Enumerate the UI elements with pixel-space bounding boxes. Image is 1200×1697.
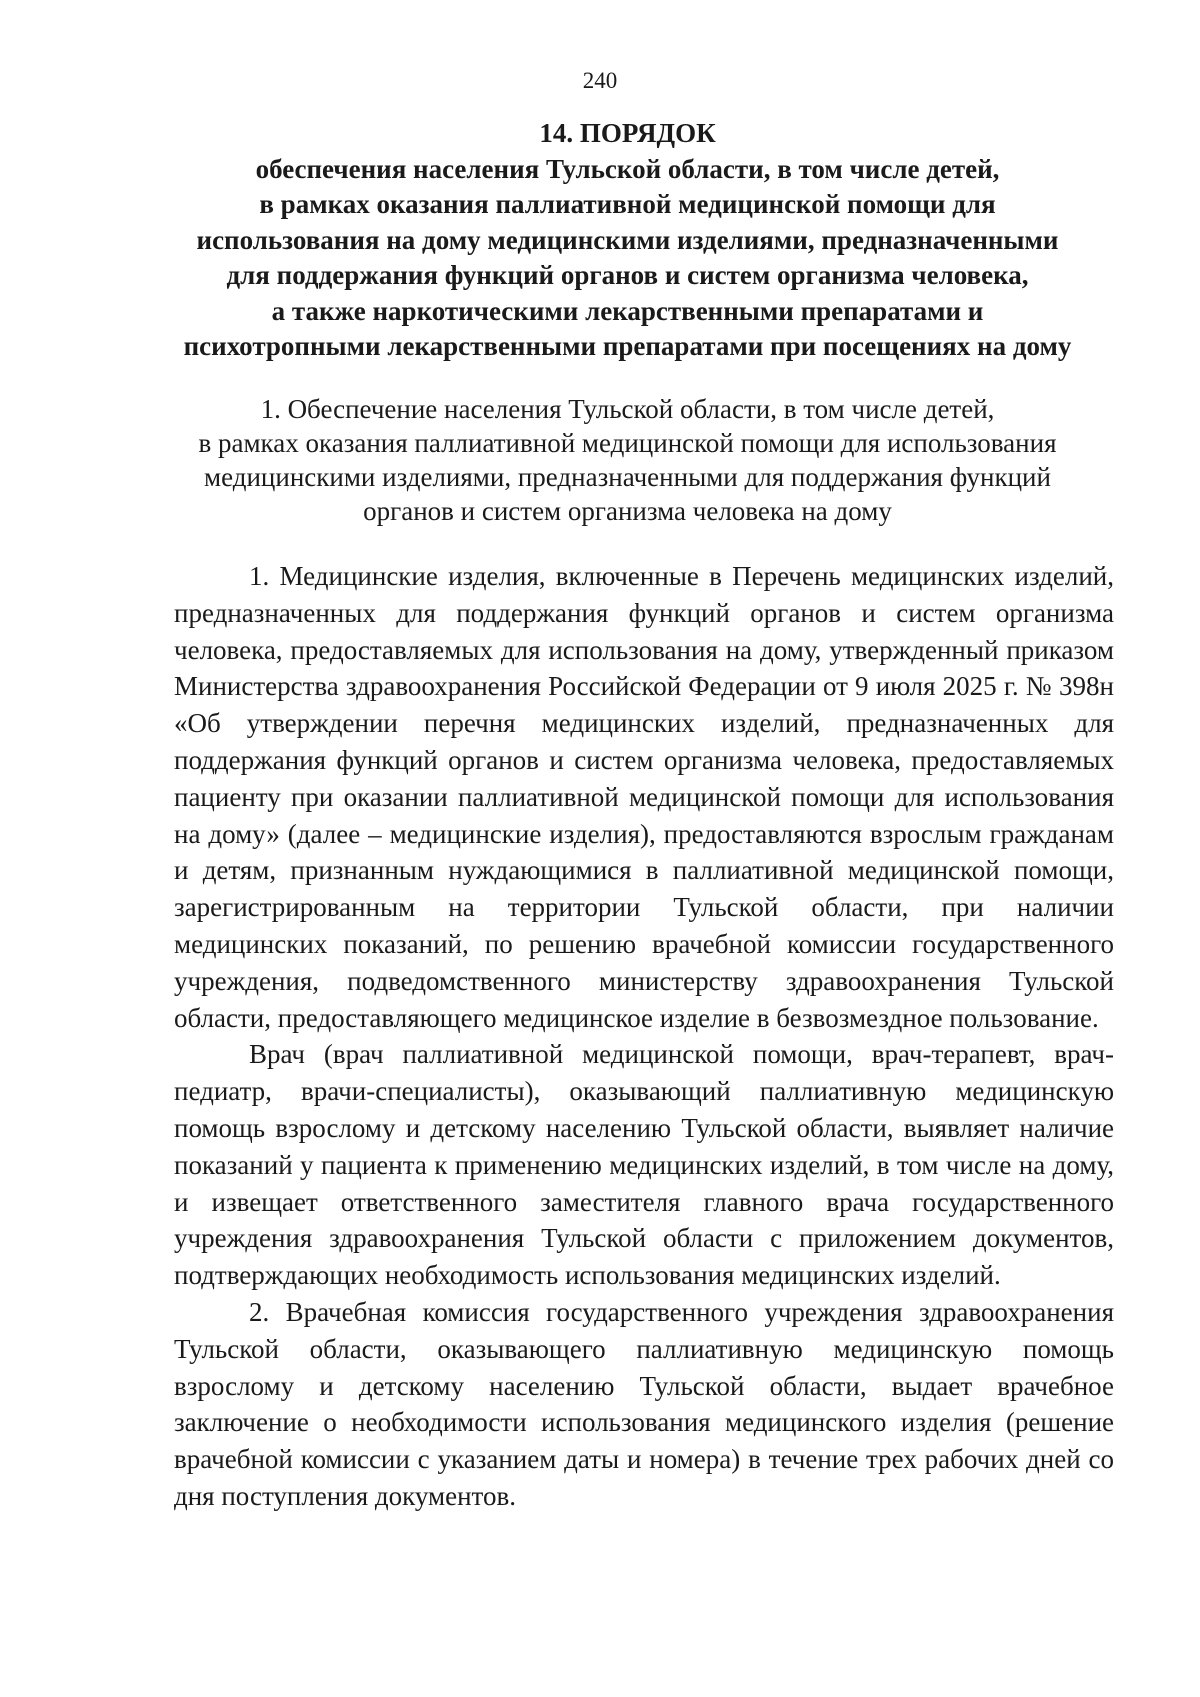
document-title	[150, 116, 1105, 365]
title-line: для поддержания функций органов и систем организма человека,	[226, 260, 1029, 290]
title-line: а также наркотическими лекарственными препаратами и	[271, 295, 984, 326]
section-heading-line: 1. Обеспечение населения Тульской области, в том числе детей,	[260, 394, 995, 424]
paragraph: 2. Врачебная комиссия государственного учреждения здравоохранения Тульской области, оказывающего паллиативную медицинскую помощь взрослому и детскому населению Тульской области, выдает врачебное заключение о необходимости использования медицинского изделия (решение врачебной комиссии с указанием даты и номера) в течение трех рабочих дней со дня поступления документов.	[174, 1296, 1114, 1511]
title-line: психотропными лекарственными препаратами при посещениях на дому	[183, 331, 1072, 361]
section-heading-line: в рамках оказания паллиативной медицинской помощи для использования	[198, 428, 1057, 458]
section-heading	[150, 392, 1105, 528]
title-main: 14. ПОРЯДОК	[539, 118, 716, 148]
paragraph: Врач (врач паллиативной медицинской помощи, врач-терапевт, врач-педиатр, врачи-специалисты), оказывающий паллиативную медицинскую помощь взрослому и детскому населению Тульской области, выявляет наличие показаний у пациента к применению медицинских изделий, в том числе на дому, и извещает ответственного заместителя главного врача государственного учреждения здравоохранения Тульской области с приложением документов, подтверждающих необходимость использования медицинских изделий.	[174, 1039, 1114, 1291]
paragraph: 1. Медицинские изделия, включенные в Перечень медицинских изделий, предназначенных для поддержания функций органов и систем организма человека, предоставляемых для использования на дому, утвержденный приказом Министерства здравоохранения Российской Федерации от 9 июля 2025 г. № 398н «Об утверждении перечня медицинских изделий, предназначенных для поддержания функций органов и систем организма человека, предоставляемых пациенту при оказании паллиативной медицинской помощи для использования на дому» (далее – медицинские изделия), предоставляются взрослым гражданам и детям, признанным нуждающимися в паллиативной медицинской помощи, зарегистрированным на территории Тульской области, при наличии медицинских показаний, по решению врачебной комиссии государственного учреждения, подведомственного министерству здравоохранения Тульской области, предоставляющего медицинское изделие в безвозмездное пользование.	[174, 561, 1114, 1033]
body-text	[174, 558, 1114, 1515]
title-line: обеспечения населения Тульской области, в том числе детей,	[255, 153, 1000, 184]
title-line: использования на дому медицинскими изделиями, предназначенными	[196, 224, 1059, 255]
title-line: в рамках оказания паллиативной медицинской помощи для	[259, 189, 996, 219]
page-number: 240	[582, 68, 618, 93]
section-heading-line: органов и систем организма человека на дому	[363, 496, 892, 526]
section-heading-line: медицинскими изделиями, предназначенными для поддержания функций	[204, 462, 1051, 492]
